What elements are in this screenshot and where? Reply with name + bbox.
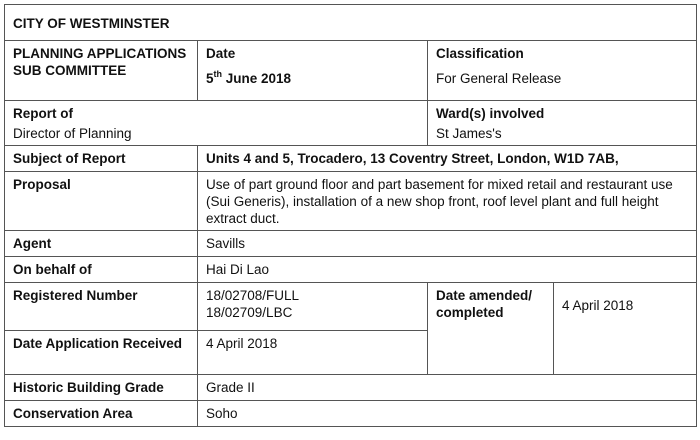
meeting-date: 5th June 2018 bbox=[206, 68, 292, 86]
proposal-value: Use of part ground floor and part basement for mixed retail and restaurant use (Sui Generis), installation of a new shop front, roof level plant and full height extract duct. bbox=[198, 172, 697, 231]
meeting-date-cell bbox=[198, 41, 428, 101]
subject-row bbox=[5, 146, 697, 172]
report-of-cell bbox=[5, 101, 428, 146]
classification-cell bbox=[428, 41, 697, 101]
date-received-label: Date Application Received bbox=[5, 331, 198, 375]
on-behalf-value: Hai Di Lao bbox=[198, 257, 697, 283]
wards-cell bbox=[428, 101, 697, 146]
subject-value: Units 4 and 5, Trocadero, 13 Coventry Street, London, W1D 7AB, bbox=[198, 146, 697, 172]
on-behalf-row bbox=[5, 257, 697, 283]
historic-grade-value: Grade II bbox=[198, 375, 697, 401]
proposal-row bbox=[5, 172, 697, 231]
proposal-label: Proposal bbox=[5, 172, 198, 231]
agent-label: Agent bbox=[5, 231, 198, 257]
classification-label: Classification bbox=[436, 46, 524, 61]
historic-grade-row bbox=[5, 375, 697, 401]
on-behalf-label: On behalf of bbox=[5, 257, 198, 283]
classification-value: For General Release bbox=[436, 71, 562, 86]
subject-label: Subject of Report bbox=[5, 146, 198, 172]
date-received-value: 4 April 2018 bbox=[198, 331, 428, 375]
date-amended-value: 4 April 2018 bbox=[554, 283, 697, 375]
agent-value: Savills bbox=[198, 231, 697, 257]
report-summary-table bbox=[4, 4, 697, 427]
date-amended-label: Date amended/ completed bbox=[428, 283, 554, 375]
registered-number-label: Registered Number bbox=[5, 283, 198, 331]
date-label: Date bbox=[206, 46, 236, 61]
registered-number-values bbox=[198, 283, 428, 331]
council-row bbox=[5, 5, 697, 41]
conservation-area-value: Soho bbox=[198, 401, 697, 427]
planning-report-document bbox=[4, 4, 696, 427]
wards-value: St James's bbox=[436, 126, 502, 141]
committee-row bbox=[5, 41, 697, 101]
report-of-row bbox=[5, 101, 697, 146]
agent-row bbox=[5, 231, 697, 257]
report-of-label: Report of bbox=[13, 106, 73, 121]
registered-number-lbc: 18/02709/LBC bbox=[206, 305, 293, 320]
conservation-area-label: Conservation Area bbox=[5, 401, 198, 427]
wards-label: Ward(s) involved bbox=[436, 106, 545, 121]
conservation-area-row bbox=[5, 401, 697, 427]
historic-grade-label: Historic Building Grade bbox=[5, 375, 198, 401]
report-of-value: Director of Planning bbox=[13, 126, 132, 141]
registered-number-full: 18/02708/FULL bbox=[206, 288, 300, 303]
committee-label: PLANNING APPLICATIONS SUB COMMITTEE bbox=[5, 41, 198, 101]
registered-number-row bbox=[5, 283, 697, 331]
council-name: CITY OF WESTMINSTER bbox=[5, 5, 697, 41]
